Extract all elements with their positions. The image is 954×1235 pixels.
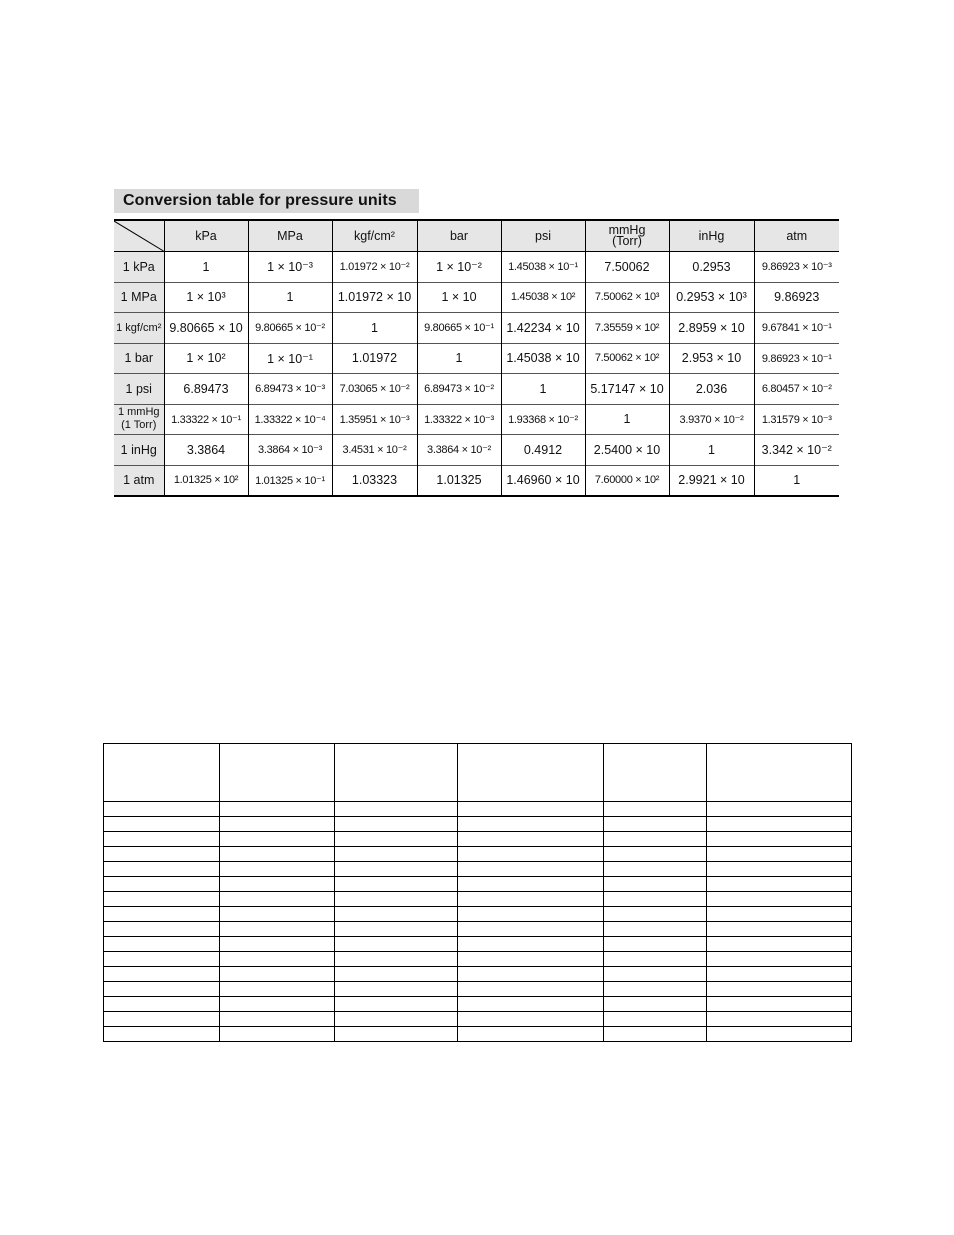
table-cell: 1 — [164, 252, 248, 283]
blank-cell — [104, 862, 220, 877]
blank-cell — [220, 862, 335, 877]
col-header-kpa: kPa — [164, 220, 248, 252]
row-header: 1 bar — [114, 343, 164, 374]
col-header-bar: bar — [417, 220, 501, 252]
blank-cell — [458, 832, 604, 847]
blank-cell — [707, 744, 852, 802]
blank-cell — [220, 937, 335, 952]
blank-cell — [335, 817, 458, 832]
blank-cell — [458, 997, 604, 1012]
blank-row — [104, 952, 852, 967]
blank-cell — [220, 847, 335, 862]
blank-cell — [104, 832, 220, 847]
blank-cell — [604, 802, 707, 817]
blank-cell — [335, 922, 458, 937]
blank-cell — [335, 877, 458, 892]
table-cell: 1.01972 × 10 — [332, 282, 417, 313]
row-header: 1 kPa — [114, 252, 164, 283]
blank-cell — [458, 1027, 604, 1042]
table-cell: 2.5400 × 10 — [585, 435, 669, 466]
row-header: 1 kgf/cm² — [114, 313, 164, 344]
blank-cell — [220, 1012, 335, 1027]
blank-cell — [604, 1027, 707, 1042]
table-cell: 1.35951 × 10⁻³ — [332, 404, 417, 435]
blank-cell — [458, 744, 604, 802]
table-cell: 6.80457 × 10⁻² — [754, 374, 839, 405]
table-cell: 3.342 × 10⁻² — [754, 435, 839, 466]
table-cell: 1.45038 × 10⁻¹ — [501, 252, 585, 283]
blank-cell — [458, 907, 604, 922]
table-cell: 2.9921 × 10 — [669, 465, 754, 496]
blank-cell — [458, 877, 604, 892]
blank-row — [104, 862, 852, 877]
blank-cell — [220, 907, 335, 922]
blank-cell — [335, 802, 458, 817]
table-cell: 7.50062 × 10² — [585, 343, 669, 374]
table-row — [114, 343, 839, 374]
col-header-mpa: MPa — [248, 220, 332, 252]
table-cell: 1.33322 × 10⁻³ — [417, 404, 501, 435]
table-cell: 1 × 10⁻¹ — [248, 343, 332, 374]
blank-cell — [104, 892, 220, 907]
table-cell: 7.03065 × 10⁻² — [332, 374, 417, 405]
table-cell: 1 × 10⁻² — [417, 252, 501, 283]
blank-cell — [604, 907, 707, 922]
blank-cell — [707, 907, 852, 922]
row-header-line2: (1 Torr) — [121, 419, 157, 432]
table-cell: 1.93368 × 10⁻² — [501, 404, 585, 435]
blank-cell — [707, 847, 852, 862]
blank-cell — [335, 744, 458, 802]
row-header: 1 MPa — [114, 282, 164, 313]
table-cell: 7.50062 — [585, 252, 669, 283]
blank-cell — [707, 922, 852, 937]
table-cell: 1 — [501, 374, 585, 405]
table-cell: 1.33322 × 10⁻⁴ — [248, 404, 332, 435]
table-cell: 1 — [669, 435, 754, 466]
blank-cell — [707, 862, 852, 877]
table-cell: 9.86923 × 10⁻³ — [754, 252, 839, 283]
blank-row — [104, 877, 852, 892]
col-header-mmhg-line2: (Torr) — [612, 234, 642, 248]
blank-cell — [220, 802, 335, 817]
blank-row — [104, 847, 852, 862]
row-header: 1 atm — [114, 465, 164, 496]
blank-cell — [104, 967, 220, 982]
table-row — [114, 435, 839, 466]
table-title: Conversion table for pressure units — [114, 189, 419, 213]
blank-cell — [604, 744, 707, 802]
table-cell: 2.8959 × 10 — [669, 313, 754, 344]
col-header-atm: atm — [754, 220, 839, 252]
table-cell: 0.4912 — [501, 435, 585, 466]
blank-cell — [335, 907, 458, 922]
table-cell: 2.036 — [669, 374, 754, 405]
blank-cell — [604, 1012, 707, 1027]
blank-cell — [335, 862, 458, 877]
blank-cell — [707, 817, 852, 832]
row-header: 1 psi — [114, 374, 164, 405]
blank-cell — [458, 862, 604, 877]
blank-row — [104, 997, 852, 1012]
blank-cell — [458, 937, 604, 952]
table-cell: 1 — [417, 343, 501, 374]
blank-cell — [220, 832, 335, 847]
blank-cell — [707, 1012, 852, 1027]
table-cell: 3.4531 × 10⁻² — [332, 435, 417, 466]
blank-cell — [335, 847, 458, 862]
table-cell: 7.50062 × 10³ — [585, 282, 669, 313]
col-header-psi: psi — [501, 220, 585, 252]
blank-cell — [707, 982, 852, 997]
blank-cell — [104, 847, 220, 862]
table-cell: 6.89473 — [164, 374, 248, 405]
row-header-line1: 1 mmHg — [117, 406, 160, 419]
row-header: 1 inHg — [114, 435, 164, 466]
table-cell: 1.01972 × 10⁻² — [332, 252, 417, 283]
table-cell: 5.17147 × 10 — [585, 374, 669, 405]
blank-cell — [604, 832, 707, 847]
blank-cell — [458, 847, 604, 862]
table-cell: 9.80665 × 10⁻² — [248, 313, 332, 344]
col-header-inhg: inHg — [669, 220, 754, 252]
blank-cell — [220, 952, 335, 967]
blank-cell — [604, 922, 707, 937]
blank-cell — [335, 1027, 458, 1042]
table-cell: 9.80665 × 10⁻¹ — [417, 313, 501, 344]
blank-cell — [335, 952, 458, 967]
table-cell: 9.67841 × 10⁻¹ — [754, 313, 839, 344]
blank-cell — [104, 1012, 220, 1027]
table-cell: 1.03323 — [332, 465, 417, 496]
table-row — [114, 313, 839, 344]
pressure-conversion-table — [114, 219, 839, 497]
blank-cell — [104, 982, 220, 997]
blank-cell — [104, 952, 220, 967]
blank-cell — [604, 982, 707, 997]
blank-cell — [335, 937, 458, 952]
blank-cell — [604, 817, 707, 832]
table-cell: 3.3864 — [164, 435, 248, 466]
blank-cell — [104, 817, 220, 832]
blank-cell — [104, 907, 220, 922]
blank-row — [104, 907, 852, 922]
blank-row — [104, 832, 852, 847]
blank-row — [104, 1027, 852, 1042]
diagonal-line — [114, 221, 164, 251]
blank-cell — [104, 1027, 220, 1042]
blank-row — [104, 922, 852, 937]
table-cell: 1.33322 × 10⁻¹ — [164, 404, 248, 435]
blank-cell — [220, 967, 335, 982]
table-cell: 1 — [585, 404, 669, 435]
blank-cell — [220, 1027, 335, 1042]
blank-cell — [104, 922, 220, 937]
blank-cell — [335, 1012, 458, 1027]
table-cell: 1 × 10² — [164, 343, 248, 374]
blank-cell — [104, 937, 220, 952]
blank-cell — [707, 802, 852, 817]
blank-cell — [335, 982, 458, 997]
table-cell: 6.89473 × 10⁻² — [417, 374, 501, 405]
blank-cell — [604, 862, 707, 877]
table-row — [114, 465, 839, 496]
table-row — [114, 252, 839, 283]
blank-cell — [220, 877, 335, 892]
blank-cell — [707, 832, 852, 847]
col-header-mmhg-line1: mmHg — [608, 223, 646, 237]
blank-cell — [220, 982, 335, 997]
blank-cell — [707, 892, 852, 907]
table-cell: 7.60000 × 10² — [585, 465, 669, 496]
blank-cell — [458, 922, 604, 937]
blank-cell — [220, 817, 335, 832]
table-cell: 2.953 × 10 — [669, 343, 754, 374]
table-cell: 1 × 10³ — [164, 282, 248, 313]
blank-cell — [335, 832, 458, 847]
blank-cell — [220, 744, 335, 802]
blank-cell — [707, 952, 852, 967]
blank-cell — [604, 967, 707, 982]
blank-cell — [458, 802, 604, 817]
table-cell: 1.42234 × 10 — [501, 313, 585, 344]
blank-cell — [604, 937, 707, 952]
table-row — [114, 374, 839, 405]
blank-cell — [104, 877, 220, 892]
blank-cell — [458, 892, 604, 907]
table-cell: 1.01325 × 10⁻¹ — [248, 465, 332, 496]
table-cell: 9.80665 × 10 — [164, 313, 248, 344]
table-cell: 1.01972 — [332, 343, 417, 374]
blank-cell — [604, 877, 707, 892]
blank-cell — [458, 817, 604, 832]
blank-cell — [220, 892, 335, 907]
blank-cell — [707, 967, 852, 982]
blank-cell — [104, 997, 220, 1012]
table-cell: 1.46960 × 10 — [501, 465, 585, 496]
blank-cell — [707, 877, 852, 892]
blank-row — [104, 982, 852, 997]
blank-row — [104, 892, 852, 907]
corner-cell — [114, 220, 164, 252]
blank-cell — [707, 937, 852, 952]
table-cell: 1 — [248, 282, 332, 313]
table-cell: 1 × 10⁻³ — [248, 252, 332, 283]
blank-row — [104, 744, 852, 802]
table-cell: 9.86923 × 10⁻¹ — [754, 343, 839, 374]
blank-cell — [220, 997, 335, 1012]
table-cell: 1.01325 — [417, 465, 501, 496]
blank-cell — [335, 967, 458, 982]
blank-cell — [220, 922, 335, 937]
blank-table — [103, 743, 852, 1042]
table-cell: 1.45038 × 10 — [501, 343, 585, 374]
table-cell: 1 × 10 — [417, 282, 501, 313]
table-cell: 1.31579 × 10⁻³ — [754, 404, 839, 435]
blank-cell — [104, 744, 220, 802]
table-cell: 3.3864 × 10⁻³ — [248, 435, 332, 466]
blank-cell — [707, 1027, 852, 1042]
blank-cell — [458, 982, 604, 997]
blank-cell — [104, 802, 220, 817]
table-cell: 1 — [332, 313, 417, 344]
blank-row — [104, 937, 852, 952]
table-row — [114, 404, 839, 435]
col-header-mmhg — [585, 220, 669, 252]
table-row — [114, 282, 839, 313]
table-cell: 1 — [754, 465, 839, 496]
table-cell: 6.89473 × 10⁻³ — [248, 374, 332, 405]
blank-cell — [604, 997, 707, 1012]
blank-cell — [604, 892, 707, 907]
blank-cell — [458, 1012, 604, 1027]
blank-row — [104, 1012, 852, 1027]
blank-cell — [335, 892, 458, 907]
table-cell: 1.01325 × 10² — [164, 465, 248, 496]
table-cell: 7.35559 × 10² — [585, 313, 669, 344]
blank-cell — [458, 967, 604, 982]
col-header-kgfcm2: kgf/cm² — [332, 220, 417, 252]
header-row — [114, 220, 839, 252]
blank-cell — [604, 952, 707, 967]
blank-row — [104, 967, 852, 982]
blank-cell — [604, 847, 707, 862]
blank-cell — [335, 997, 458, 1012]
blank-cell — [707, 997, 852, 1012]
blank-row — [104, 802, 852, 817]
table-cell: 1.45038 × 10² — [501, 282, 585, 313]
table-cell: 3.9370 × 10⁻² — [669, 404, 754, 435]
blank-cell — [458, 952, 604, 967]
table-cell: 3.3864 × 10⁻² — [417, 435, 501, 466]
row-header — [114, 404, 164, 435]
table-cell: 0.2953 — [669, 252, 754, 283]
table-cell: 0.2953 × 10³ — [669, 282, 754, 313]
table-cell: 9.86923 — [754, 282, 839, 313]
blank-row — [104, 817, 852, 832]
